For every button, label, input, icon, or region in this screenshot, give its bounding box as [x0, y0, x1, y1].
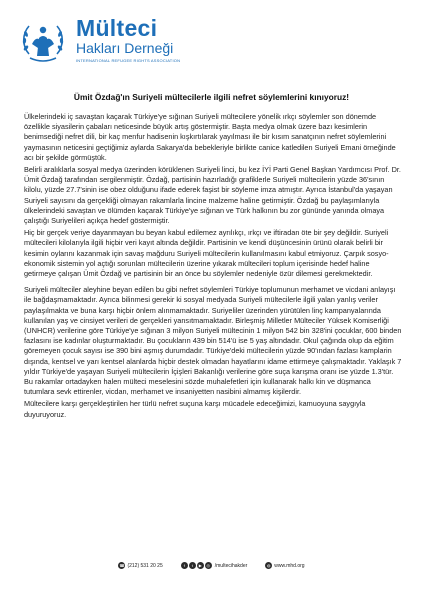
facebook-icon: f — [181, 562, 188, 569]
social-icons — [181, 562, 213, 569]
paragraph: Suriyeli mülteciler aleyhine beyan edilen bu gibi nefret söylemleri Türkiye toplumunun merhamet ve vicdani anlayışı ile bağdaşmamaktadır. Ayrıca bilinmesi gerekir ki sosyal medyada Suriyeli mültecilerle ilgili yalan yanlış veriler paylaşılmakta ve buna karşı hiçbir önlem alınmamaktadır. Suriyeliler üzerinden yürütülen linç kampanyalarında kullanılan yaş ve cinsiyet verileri de gerçekleri yansıtmamaktadır. Birleşmiş Milletler Mülteciler Yüksek Komiserliği (UNHCR) verilerine göre Türkiye'ye sığınan 3 milyon Suriyeli mültecinin 1 milyon 542 bin 328'ini çocuklar, 600 binden fazlasını ise kadınlar oluşturmaktadır. Bu çocukların 439 bin 514'ü ise 5 yaş altındadır. Okul çağında olup da eğitim göremeyen çocuk sayısı ise 390 bini aşmış durumdadır. Türkiye'deki mültecilerin yüzde 90'ından fazlası kamplarin dışında, kentsel ve yarı kentsel alanlarda hiçbir destek olmadan hayatlarını idame ettirmeye çalışmaktadır. Yaklaşık 7 yıldır Türkiye'de yaşayan Suriyeli mültecilerin İçişleri Bakanlığı verilerine göre suça karışma oranı ise yüzde 1.3'tür. Bu rakamlar ortadayken halen mülteci meselesini sözde muhalefetleri için kullanarak halkı kin ve düşmanca tutumlara sevk ettirenler, vicdan, merhamet ve insaniyetten nasibini almamış kişilerdir. — [24, 285, 402, 397]
letterhead — [14, 10, 409, 72]
organization-logo — [14, 10, 224, 72]
twitter-icon: t — [189, 562, 196, 569]
organization-subtitle: Hakları Derneği — [76, 40, 174, 56]
document-body — [24, 112, 402, 422]
footer-website[interactable] — [265, 562, 304, 569]
instagram-icon: ◎ — [206, 563, 210, 568]
footer — [0, 548, 423, 578]
website-url: www.mhd.org — [274, 562, 305, 569]
document-title: Ümit Özdağ'ın Suriyeli mültecilerle ilgili nefret söylemlerini kınıyoruz! — [73, 92, 350, 102]
globe-icon: ◍ — [267, 563, 271, 568]
social-handle: /multecihakder — [214, 562, 248, 569]
organization-tagline: INTERNATIONAL REFUGEE RIGHTS ASSOCIATION — [76, 58, 181, 63]
paragraph: Ülkelerindeki iç savaştan kaçarak Türkiye'ye sığınan Suriyeli mültecilere yönelik ırkçı söylemler son dönemde özellikle siyasilerin çabaları neticesinde büyük artış göstermiştir. Başta medya olmak üzere bazı kesimlerin benimsediği nefret dili, bir kaç menfur hadisenin kışkırtılarak yayılması ile bir kısım sanatçının nefret söylemlerini yaymasının neticesini geçtiğimiz aylarda Sakarya'da bebekleriyle birlikte canice katledilen Suriyeli Emani örneğinde acı bir şekilde görmüştük. — [24, 112, 396, 162]
footer-contact-row — [0, 562, 423, 569]
youtube-icon: ▶ — [198, 563, 202, 568]
paragraph: Belirli aralıklarla sosyal medya üzerinden körüklenen Suriyeli linci, bu kez İYİ Parti Genel Başkan Yardımcısı Prof. Dr. Ümit Özdağ tarafından sergilenmiştir. Özdağ, partisinin hazırladığı grafiklerle Suriyeli mültecilerin yüzde 36'sının kilolu, yüzde 27.7'sinin ise obez olduğunu ifade ederek faşist bir söyleme imza atmıştır. Ayrıca İstanbul'da yaşayan Suriyeli sayısını da gerçekliği olmayan rakamlarla lincine malzeme haline getirmiştir. Özdağ bu paylaşımlarıyla ülkelerindeki savaştan ve ölümden kaçarak Türkiye'ye sığınan ve Türk halkının bu zor gününde yanında olmaya çalıştığı Suriyelileri açıkça hedef göstermiştir. — [24, 165, 401, 226]
phone-icon: ☎ — [119, 563, 125, 568]
organization-name: Mülteci — [76, 15, 158, 41]
paragraph: Mültecilere karşı gerçekleştirilen her türlü nefret suçuna karşı mücadele edeceğimizi, kamuoyuna saygıyla duyuruyoruz. — [24, 399, 366, 419]
paragraph: Hiç bir gerçek veriye dayanmayan bu beyan kabul edilemez ayrılıkçı, ırkçı ve iftiradan öte bir şey değildir. Suriyeli mültecileri kilolarıyla ilgili hiçbir veri kayıt altında değildir. Partisinin ve kendi düşüncesinin ürünü olarak belirli bir kesimin oylarını kazanmak için savaş mağduru Suriyeli mültecilerin kullanılmasını kabul etmiyoruz. Çarpık sosyo-ekonomik sistemin yol açtığı sorunları mültecilerin üzerine yıkarak mültecileri toplum içerisinde hedef haline getirmeye çalışan Ümit Özdağ ve partisinin bir an önce bu söylemler nedeniyle özür dilemesi gerekmektedir. — [24, 228, 389, 279]
footer-social[interactable] — [181, 562, 248, 569]
phone-number: (212) 531 20 25 — [127, 562, 163, 569]
footer-phone — [118, 562, 162, 569]
un-wreath-emblem-icon — [18, 16, 68, 66]
